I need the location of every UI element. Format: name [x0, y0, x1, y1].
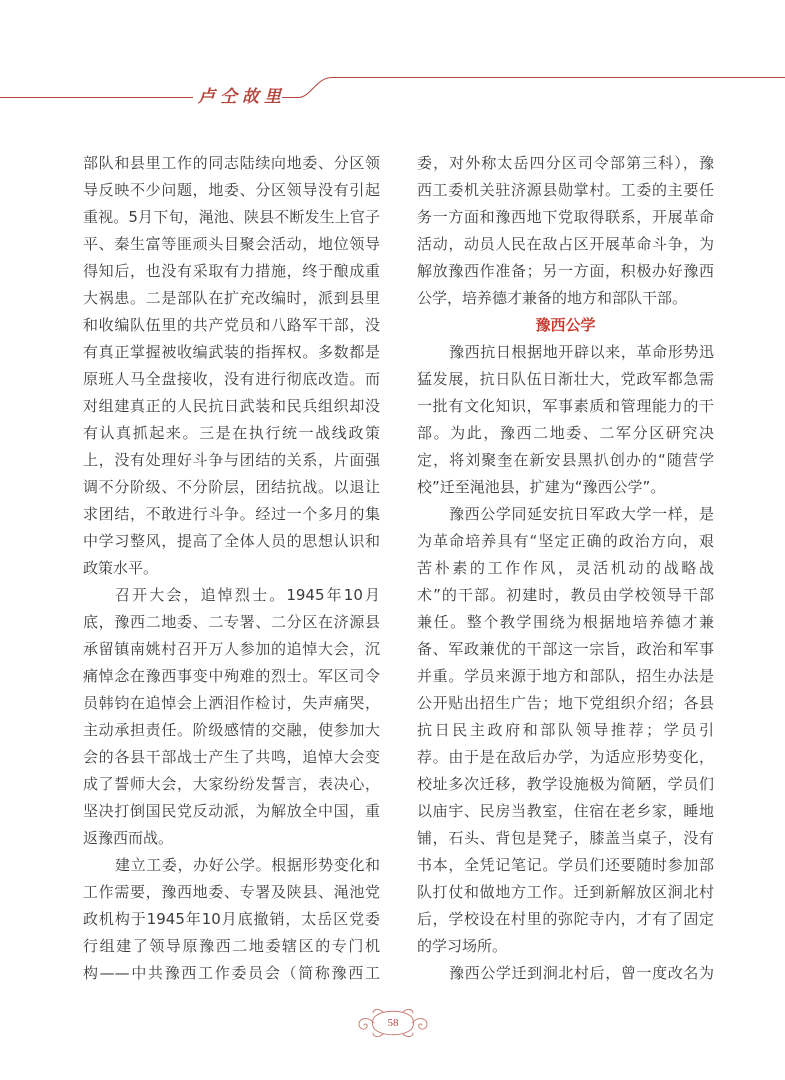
text-line: 成了誓师大会，大家纷纷发誓言，表决心， — [83, 775, 380, 793]
text-line: 队打仗和做地方工作。迁到新解放区涧北村 — [417, 883, 714, 901]
text-line: 底，豫西二地委、二专署、二分区在济源县 — [83, 613, 380, 631]
section-heading: 豫西公学 — [535, 316, 596, 334]
text-line: 苦朴素的工作作风，灵活机动的战略战 — [417, 559, 714, 577]
paragraph — [417, 339, 714, 501]
text-line: 召开大会，追悼烈士。1945年10月 — [115, 586, 380, 604]
text-line: 部。为此，豫西二地委、二军分区研究决 — [417, 424, 714, 442]
text-line: 平、秦生富等匪顽头目聚会活动，地位领导 — [83, 235, 380, 253]
text-line: 为革命培养具有“坚定正确的政治方向，艰 — [417, 532, 714, 550]
text-line: 承留镇南姚村召开万人参加的追悼大会，沉 — [83, 640, 380, 658]
text-line: 政策水平。 — [83, 559, 159, 577]
text-line: 活动，动员人民在敌占区开展革命斗争，为 — [417, 235, 714, 253]
text-line: 返豫西而战。 — [83, 829, 174, 847]
text-line: 上，没有处理好斗争与团结的关系，片面强 — [83, 451, 380, 469]
text-line: 荐。由于是在敌后办学，为适应形势变化， — [417, 748, 714, 766]
text-line: 豫西公学同延安抗日军政大学一样，是 — [449, 505, 714, 523]
text-line: 会的各县干部战士产生了共鸣，追悼大会变 — [83, 748, 380, 766]
text-line: 术”的干部。初建时，教员由学校领导干部 — [417, 586, 714, 604]
text-line: 原班人马全盘接收，没有进行彻底改造。而 — [83, 370, 380, 388]
text-line: 一批有文化知识，军事素质和管理能力的干 — [417, 397, 714, 415]
text-line: 主动承担责任。阶级感情的交融，使参加大 — [83, 721, 380, 739]
text-line: 和收编队伍里的共产党员和八路军干部，没 — [83, 316, 380, 334]
page-number-ornament — [353, 1006, 433, 1040]
paragraph — [83, 150, 380, 582]
text-line: 解放豫西作准备；另一方面，积极办好豫西 — [417, 262, 714, 280]
text-line: 重视。5月下旬，渑池、陕县不断发生上官子 — [83, 208, 380, 226]
text-line: 豫西抗日根据地开辟以来，革命形势迅 — [449, 343, 714, 361]
paragraph — [83, 582, 380, 852]
text-line: 工作需要，豫西地委、专署及陕县、渑池党 — [83, 883, 380, 901]
text-line: 痛悼念在豫西事变中殉难的烈士。军区司令 — [83, 667, 380, 685]
text-line: 猛发展，抗日队伍日渐壮大，党政军都急需 — [417, 370, 714, 388]
left-column — [83, 150, 380, 987]
text-line: 构——中共豫西工作委员会（简称豫西工 — [83, 964, 380, 982]
text-line: 校”迁至渑池县，扩建为“豫西公学”。 — [417, 478, 666, 496]
text-line: 部队和县里工作的同志陆续向地委、分区领 — [83, 154, 380, 172]
text-line: 对组建真正的人民抗日武装和民兵组织却没 — [83, 397, 380, 415]
text-line: 务一方面和豫西地下党取得联系，开展革命 — [417, 208, 714, 226]
text-line: 有认真抓起来。三是在执行统一战线政策 — [83, 424, 380, 442]
paragraph — [417, 501, 714, 960]
text-line: 西工委机关驻济源县勋掌村。工委的主要任 — [417, 181, 714, 199]
text-line: 的学习场所。 — [417, 937, 508, 955]
text-line: 坚决打倒国民党反动派，为解放全中国，重 — [83, 802, 380, 820]
text-line: 导反映不少问题，地委、分区领导没有引起 — [83, 181, 380, 199]
text-line: 求团结，不敢进行斗争。经过一个多月的集 — [83, 505, 380, 523]
text-line: 抗日民主政府和部队领导推荐；学员引 — [417, 721, 714, 739]
text-line: 委，对外称太岳四分区司令部第三科），豫 — [417, 154, 714, 172]
text-line: 豫西公学迁到涧北村后，曾一度改名为 — [449, 964, 714, 982]
text-line: 公开贴出招生广告；地下党组织介绍；各县 — [417, 694, 714, 712]
text-line: 调不分阶级、不分阶层，团结抗战。以退让 — [83, 478, 380, 496]
text-line: 大祸患。二是部队在扩充改编时，派到县里 — [83, 289, 380, 307]
paragraph — [83, 852, 380, 987]
text-line: 后，学校设在村里的弥陀寺内，才有了固定 — [417, 910, 714, 928]
text-line: 以庙宇、民房当教室，住宿在老乡家，睡地 — [417, 802, 714, 820]
text-line: 备、军政兼优的干部这一宗旨，政治和军事 — [417, 640, 714, 658]
paragraph — [417, 960, 714, 987]
text-line: 铺，石头、背包是凳子，膝盖当桌子，没有 — [417, 829, 714, 847]
header-rule — [0, 0, 785, 120]
text-line: 兼任。整个教学围绕为根据地培养德才兼 — [417, 613, 714, 631]
text-line: 政机构于1945年10月底撤销，太岳区党委 — [83, 910, 380, 928]
paragraph — [417, 150, 714, 312]
text-line: 书本，全凭记笔记。学员们还要随时参加部 — [417, 856, 714, 874]
text-line: 得知后，也没有采取有力措施，终于酿成重 — [83, 262, 380, 280]
text-line: 公学，培养德才兼备的地方和部队干部。 — [417, 289, 688, 307]
text-line: 员韩钧在追悼会上洒泪作检讨，失声痛哭， — [83, 694, 380, 712]
text-line: 行组建了领导原豫西二地委辖区的专门机 — [83, 937, 380, 955]
text-line: 定，将刘聚奎在新安县黑扒创办的“随营学 — [417, 451, 714, 469]
page-number: 58 — [387, 1017, 399, 1029]
right-column — [417, 150, 714, 987]
text-line: 有真正掌握被收编武装的指挥权。多数都是 — [83, 343, 380, 361]
text-line: 校址多次迁移，教学设施极为简陋，学员们 — [417, 775, 714, 793]
text-line: 并重。学员来源于地方和部队，招生办法是 — [417, 667, 714, 685]
text-line: 建立工委，办好公学。根据形势变化和 — [115, 856, 380, 874]
running-head-title: 卢仝故里 — [198, 87, 286, 107]
text-line: 中学习整风，提高了全体人员的思想认识和 — [83, 532, 380, 550]
